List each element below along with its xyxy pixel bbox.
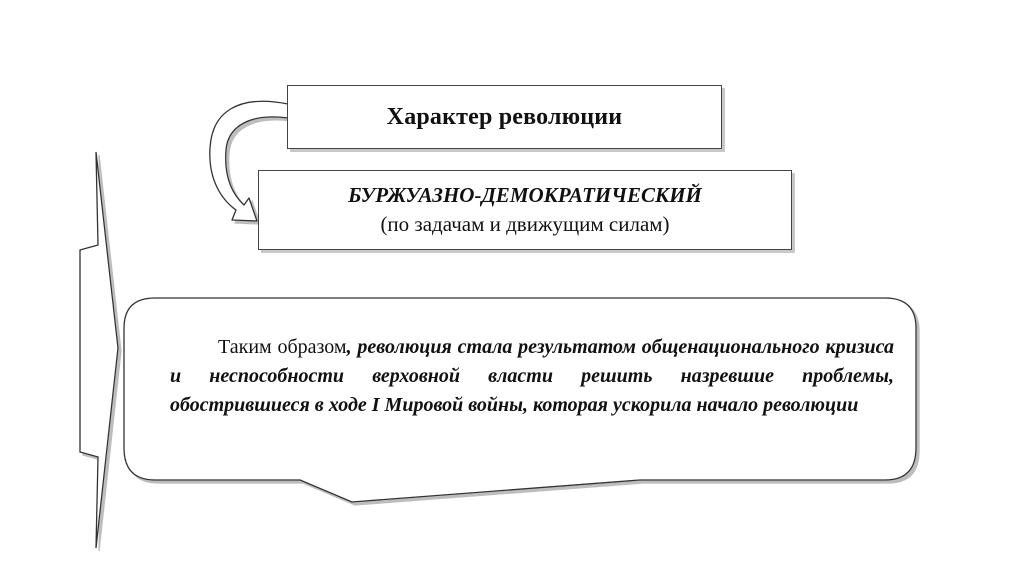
diagram-title: Характер революции <box>386 103 623 130</box>
title-box <box>287 85 722 149</box>
revolution-type-box <box>258 170 792 250</box>
revolution-type-qualifier: (по задачам и движущим силам) <box>380 212 670 236</box>
conclusion-text <box>170 333 894 420</box>
left-bracket-arrow <box>80 152 118 548</box>
conclusion-emphasis: , революция стала результатом общенационального кризиса и неспособности верховной власти решить назревшие проблемы, обострившиеся в ходе I Мировой войны, которая ускорила начало революции <box>170 336 894 416</box>
revolution-type-name: БУРЖУАЗНО-ДЕМОКРАТИЧЕСКИЙ <box>348 183 702 207</box>
conclusion-lead: Таким образом <box>218 336 347 358</box>
